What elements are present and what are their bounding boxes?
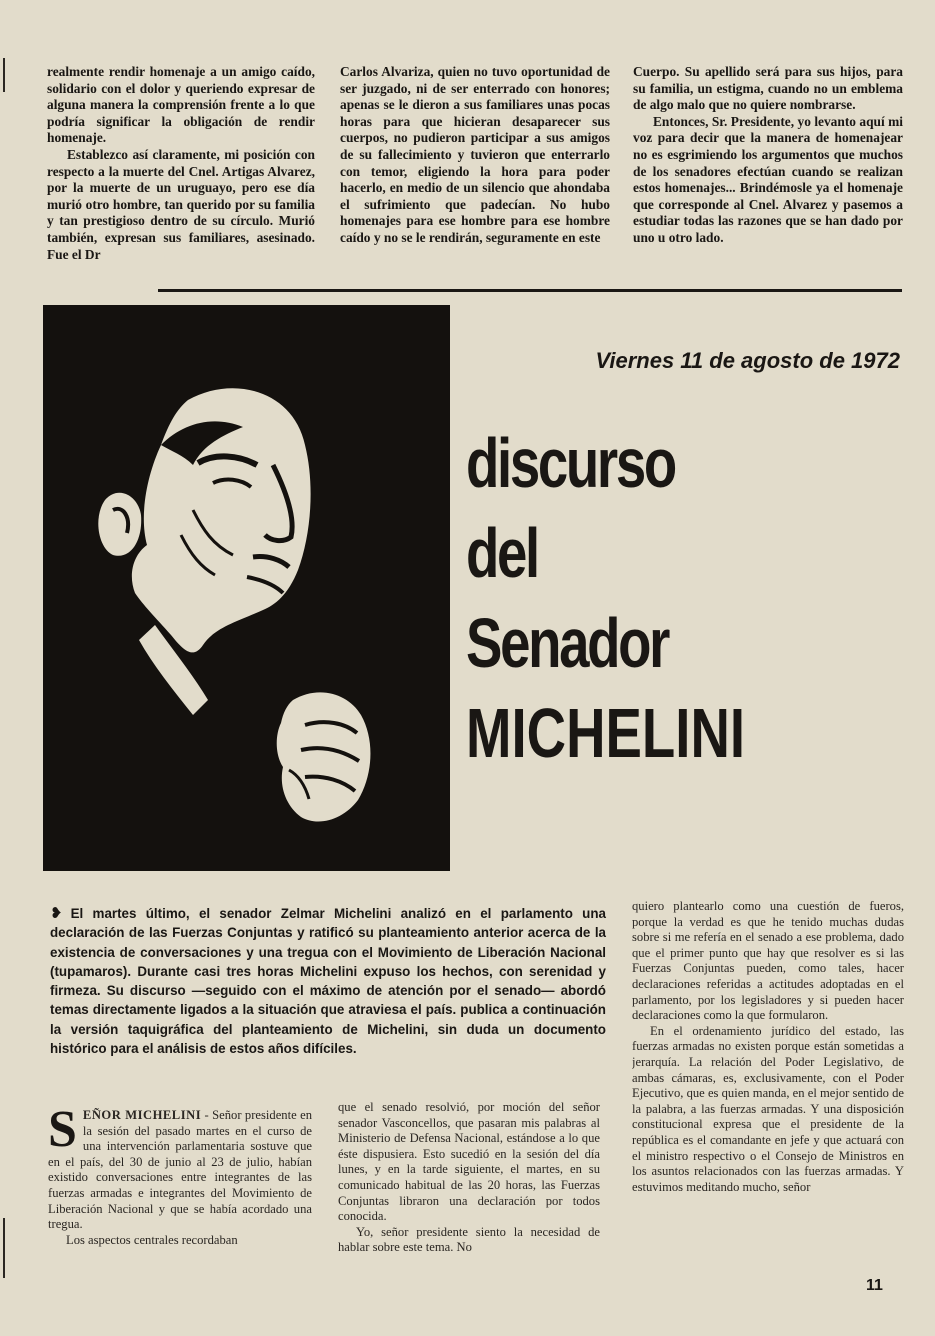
drop-cap: S xyxy=(48,1108,77,1158)
margin-mark xyxy=(3,1218,5,1278)
intro-text: El martes último, el senador Zelmar Michelini analizó en el parlamento una declaración de las Fuerzas Conjuntas y ratificó su planteamiento anterior acerca de la existencia de conversaciones y una tregua con el Movimiento de Liberación Nacional (tupamaros). Durante casi tres horas Michelini expuso los hechos, con serenidad y firmeza. Su discurso —seguido con el máximo de atención por el senado— abordó temas directamente ligados a la situación que atraviesa el país. publica a continuación la versión taquigráfica del planteamiento de Michelini, sin duda un documento histórico para el análisis de estos años difíciles. xyxy=(50,906,606,1057)
date-line: Viernes 11 de agosto de 1972 xyxy=(595,348,900,373)
paragraph: que el senado resolvió, por moción del señor senador Vasconcellos, que pasaran mis palabras al Ministerio de Defensa Nacional, estándose a lo que éste dispusiera. Esto sucedió en la sesión del día lunes, y en la tarde siguiente, el martes, en su comunicado habitual de las 20 horas, las Fuerzas Conjuntas libraron una declaración por todos conocida. xyxy=(338,1100,600,1224)
top-column-1 xyxy=(47,64,315,263)
portrait-drawing xyxy=(43,305,450,871)
paragraph: En el ordenamiento jurídico del estado, las fuerzas armadas no existen porque están sometidas a jerarquía. La relación del Poder Legislativo, de ambas cámaras, es, exclusivamente, con el Poder Ejecutivo, que es quien manda, en el mejor sentido de la palabra, a las fuerzas armadas. Y una disposición constitucional expresa que el presidente de la república es el comandante en jefe y que actuará con el ministro respectivo o el Consejo de Ministros en los asuntos relacionados con las fuerzas armadas. Y estuvimos meditando mucho, señor xyxy=(632,1023,904,1194)
paragraph: Establezco así claramente, mi posición con respecto a la muerte del Cnel. Artigas Alvarez, por la muerte de un uruguayo, pero ese día murió otro hombre, tan querido por su familia y tan prestigioso dentro de su círculo. Murió también, expresan sus familiares, asesinado. Fue el Dr xyxy=(47,146,315,262)
paragraph: realmente rendir homenaje a un amigo caído, solidario con el dolor y queriendo expresar de alguna manera la comprensión frente a lo que podría significar la obligación de rendir homenaje. xyxy=(47,64,315,146)
paragraph-text: - Señor presidente en la sesión del pasado martes en el curso de una intervención parlamentaria sostuve que en el país, del 30 de junio al 23 de julio, habían existido conversaciones entre integrantes de las fuerzas armadas e integrantes del Movimiento de Liberación Nacional y que se había acordado una tregua. xyxy=(48,1108,312,1232)
headline-line: MICHELINI xyxy=(466,694,746,772)
body-column-1 xyxy=(48,1108,312,1268)
top-column-3 xyxy=(633,64,903,247)
portrait-illustration xyxy=(43,305,450,871)
headline-line: del xyxy=(466,514,538,592)
body-column-3 xyxy=(632,899,904,1275)
paragraph: quiero plantearlo como una cuestión de fueros, porque la verdad es que he tenido muchas dudas sobre si me refería en el senado a ese problema, dado que el primer punto que hay que resolver es si las Fuerzas Conjuntas pueden, como tales, hacer declaraciones referidas a actitudes adoptadas en el parlamento, por los legisladores y si pueden hacer declaraciones como la que formularon. xyxy=(632,899,904,1023)
margin-mark xyxy=(3,58,5,92)
bullet-icon: ❥ xyxy=(50,905,63,922)
page-number: 11 xyxy=(866,1277,883,1294)
headline-line: Senador xyxy=(466,604,669,682)
paragraph: Los aspectos centrales recordaban xyxy=(66,1232,238,1247)
paragraph: Yo, señor presidente siento la necesidad de hablar sobre este tema. No xyxy=(338,1224,600,1255)
body-column-2 xyxy=(338,1100,600,1270)
paragraph xyxy=(48,1108,312,1233)
intro-paragraph xyxy=(50,904,606,1058)
headline-line: discurso xyxy=(466,424,675,502)
headline xyxy=(466,418,809,778)
paragraph: Carlos Alvariza, quien no tuvo oportunidad de ser juzgado, ni de ser enterrado con honores; apenas se le dieron a sus familiares unas pocas horas para que hicieran desaparecer sus cuerpos, no pudieron participar a sus amigos de su fallecimiento y tuvieron que enterrarlo con temor, eligiendo la hora para poder hacerlo, en medio de un silencio que ahondaba el sufrimiento que padecían. No hubo homenajes para ese hombre para ese hombre caído y no se le rendirán, seguramente en este xyxy=(340,64,610,245)
paragraph: Cuerpo. Su apellido será para sus hijos, para su familia, un estigma, cuando no un emblema de algo malo que no quiere nombrarse. xyxy=(633,64,903,113)
section-divider xyxy=(158,289,902,292)
top-column-2 xyxy=(340,64,610,247)
paragraph: Entonces, Sr. Presidente, yo levanto aquí mi voz para decir que la manera de homenajear no es esgrimiendo los argumentos que muchos de los senadores efectúan cuando se realizan estos homenajes... Brindémosle ya el homenaje que corresponde al Cnel. Alvarez y pasemos a estudiar todas las razones que se han dado por uno u otro lado. xyxy=(633,113,903,245)
speaker-name: EÑOR MICHELINI xyxy=(82,1108,202,1122)
